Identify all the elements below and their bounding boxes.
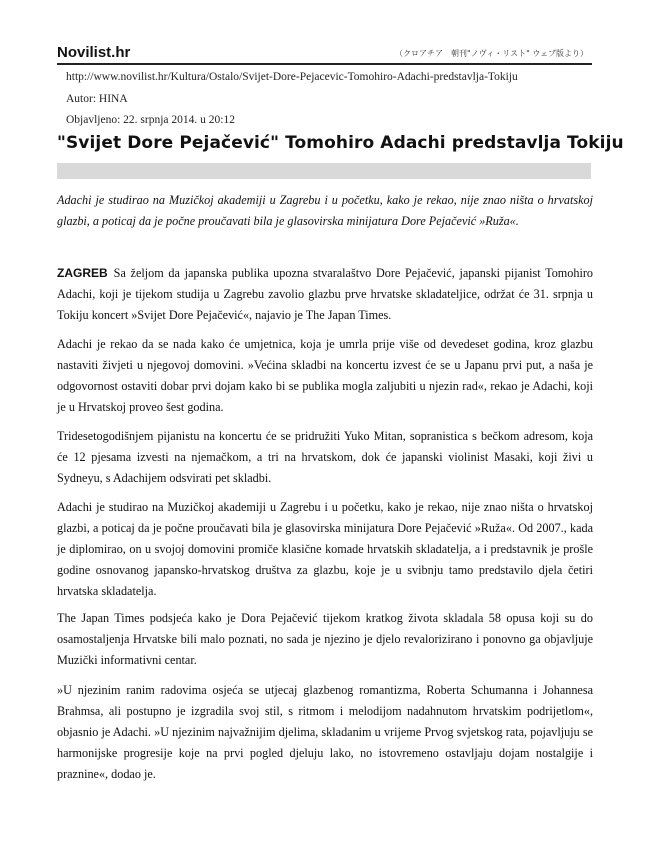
paragraph-1 [57, 263, 593, 326]
article-date: Objavljeno: 22. srpnja 2014. u 20:12 [66, 114, 235, 126]
paragraph-2: Adachi je rekao da se nada kako će umjetnica, koja je umrla prije više od devedeset godina, kroz glazbu nastaviti živjeti u njegovoj domovini. »Većina skladbi na koncertu izvest će se u Japanu prvi put, a naša je odgovornost ostaviti dobar prvi dojam kako bi se publika mogla zaljubiti u njezin rad«, rekao je Adachi, koji je u Hrvatskoj proveo šest godina. [57, 337, 593, 414]
site-name: Novilist.hr [57, 44, 131, 61]
paragraph-6: »U njezinim ranim radovima osjeća se utjecaj glazbenog romantizma, Roberta Schumanna i Johannesa Brahmsa, ali postupno je izgradila svoj stil, s ritmom i melodijom nadahnutom hrvatskim podrijetlom«, objasnio je Adachi. »U njezinim najvažnijim djelima, skladanim u vrijeme Prvog svjetskog rata, pojavljuju se harmonijske progresije koje na prvi pogled djeluju lako, no istovremeno ostavljaju dojam nostalgije i praznine«, dodao je. [57, 683, 593, 781]
dateline: ZAGREB [57, 266, 108, 280]
masthead [57, 44, 592, 65]
paragraph-3: Tridesetogodišnjem pijanistu na koncertu će se pridružiti Yuko Mitan, sopranistica s bečkom adresom, koja će 12 pjesama izvesti na njemačkom, a tri na hrvatskom, dok će japanski violinist Masaki, koji živi u Sydneyu, s Adachijem odsvirati pet skladbi. [57, 429, 593, 485]
title-divider-bar [57, 163, 591, 179]
site-note: （クロアチア 朝刊"ノヴィ・リスト" ウェブ版より） [395, 49, 588, 58]
paragraph-5: The Japan Times podsjeća kako je Dora Pejačević tijekom kratkog života skladala 58 opusa koji su do osamostaljenja Hrvatske bili malo poznati, no sada je njezino je djelo revalorizirano i ponovno ga objavljuje Muzički informativni centar. [57, 611, 593, 667]
article-url: http://www.novilist.hr/Kultura/Ostalo/Svijet-Dore-Pejacevic-Tomohiro-Adachi-predstavlja-Tokiju [66, 71, 518, 83]
article-lead: Adachi je studirao na Muzičkoj akademiji u Zagrebu i u početku, kako je rekao, nije znao ništa o hrvatskoj glazbi, a poticaj da je počne proučavati bila je glasovirska minijatura Dore Pejačević »Ruža«. [57, 193, 593, 228]
paragraph-4: Adachi je studirao na Muzičkoj akademiji u Zagrebu i u početku, kako je rekao, nije znao ništa o hrvatskoj glazbi, a poticaj da je počne proučavati bila je glasovirska minijatura Dore Pejačević »Ruža«. Od 2007., kada je diplomirao, on u svojoj domovini promiče klasične komade hrvatskih skladatelja, a i predstavnik je prošle godine osnovanog japansko-hrvatskog društva za glazbu, koje je u svibnju tamo predstavilo djela četiri hrvatska skladatelja. [57, 500, 593, 598]
paragraph-1-text: Sa željom da japanska publika upozna stvaralaštvo Dore Pejačević, japanski pijanist Tomohiro Adachi, koji je tijekom studija u Zagrebu zavolio glazbu prve hrvatske skladateljice, održat će 31. srpnja u Tokiju koncert »Svijet Dore Pejačević«, najavio je The Japan Times. [57, 266, 593, 322]
article-author: Autor: HINA [66, 93, 128, 105]
article-title: "Svijet Dore Pejačević" Tomohiro Adachi predstavlja Tokiju [57, 133, 624, 153]
